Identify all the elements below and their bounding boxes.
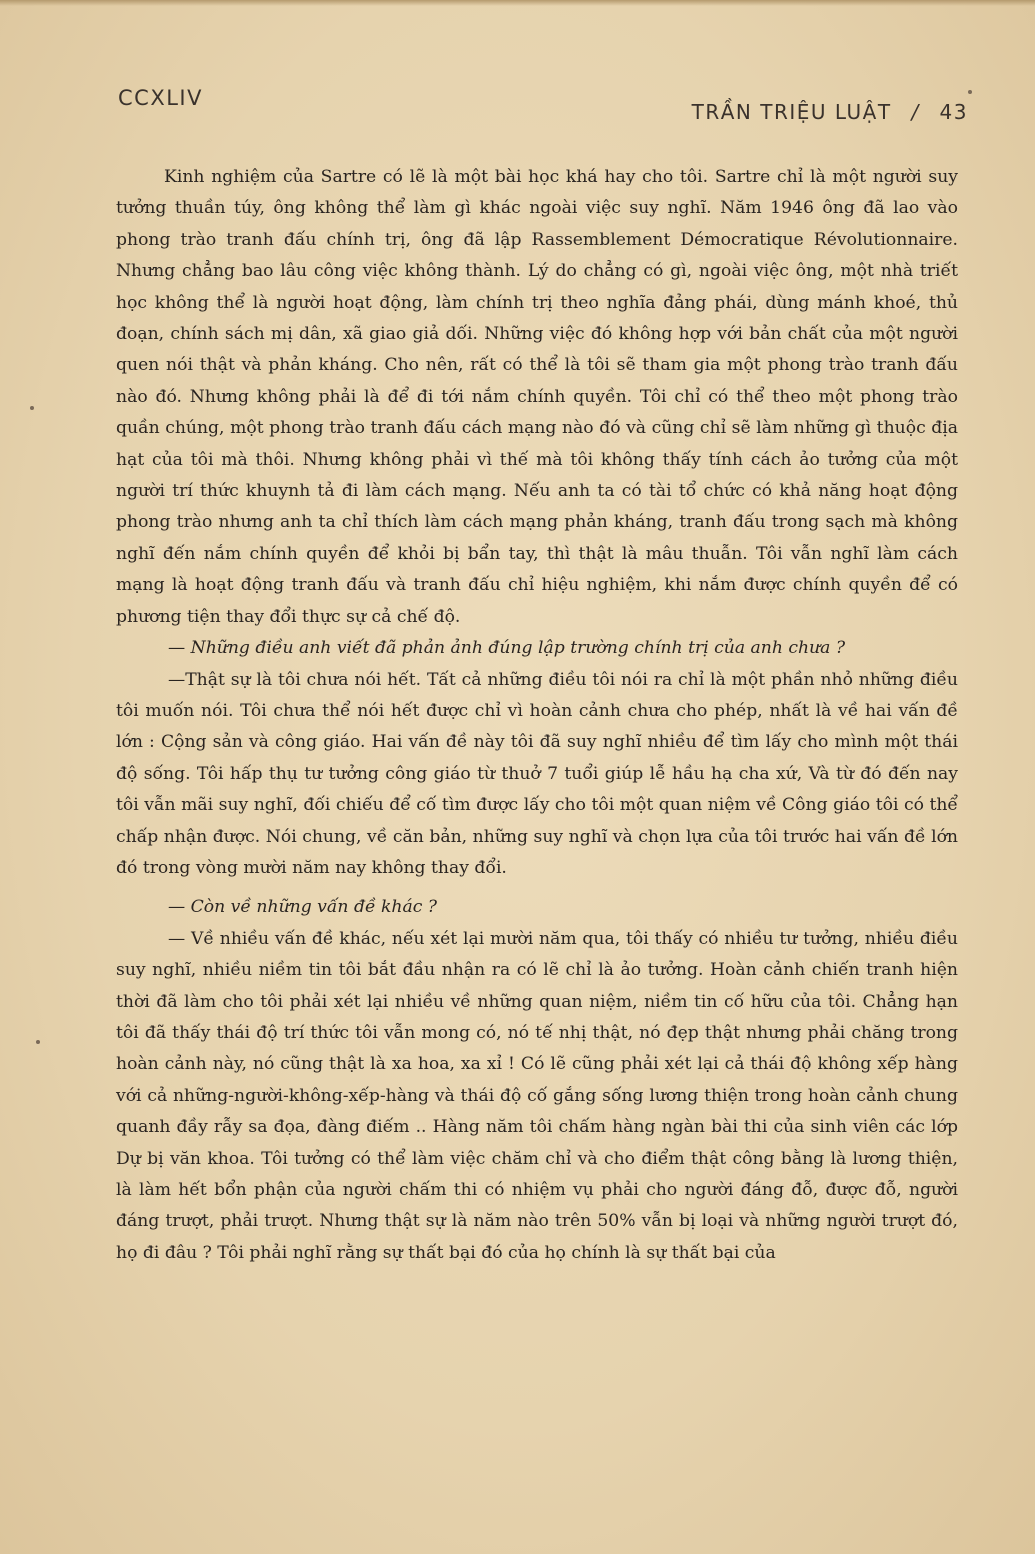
interview-question-1: — Những điều anh viết đã phản ảnh đúng lập trường chính trị của anh chưa ? [168, 638, 846, 659]
print-speck [36, 1040, 40, 1044]
interview-question-2: — Còn về những vấn đề khác ? [168, 897, 438, 918]
interview-answer-2: — Về nhiều vấn đề khác, nếu xét lại mười năm qua, tôi thấy có nhiều tư tưởng, nhiều điều suy nghĩ, nhiều niềm tin tôi bắt đầu nhận ra có lẽ chỉ là ảo tưởng. Hoàn cảnh chiến tranh hiện thời đã làm cho tôi phải xét lại nhiều về những quan niệm, niềm tin cố hữu của tôi. Chẳng hạn tôi đã thấy thái độ trí thức tôi vẫn mong có, nó tế nhị thật, nó đẹp thật nhưng phải chăng trong hoàn cảnh này, nó cũng thật là xa hoa, xa xỉ ! Có lẽ cũng phải xét lại cả thái độ không xếp hàng với cả những-người-không-xếp-hàng và thái độ cố gắng sống lương thiện trong hoàn cảnh chung quanh đầy rẫy sa đọa, đàng điếm .. Hàng năm tôi chấm hàng ngàn bài thi của sinh viên các lớp Dự bị văn khoa. Tôi tưởng có thể làm việc chăm chỉ và cho điểm thật công bằng là lương thiện, là làm hết bổn phận của người chấm thi có nhiệm vụ phải cho người đáng đỗ, được đỗ, người đáng trượt, phải trượt. Nhưng thật sự là năm nào trên 50% vẫn bị loại và những người trượt đó, họ đi đâu ? Tôi phải nghĩ rằng sự thất bại đó của họ chính là sự thất bại của [116, 928, 958, 1263]
paragraph-sartre: Kinh nghiệm của Sartre có lẽ là một bài học khá hay cho tôi. Sartre chỉ là một người suy tưởng thuần túy, ông không thể làm gì khác ngoài việc suy nghĩ. Năm 1946 ông đã lao vào phong trào tranh đấu chính trị, ông đã lập Rassemblement Démocratique Révolutionnaire. Nhưng chẳng bao lâu công việc không thành. Lý do chẳng có gì, ngoài việc ông, một nhà triết học không thể là người hoạt động, làm chính trị theo nghĩa đảng phái, dùng mánh khoé, thủ đoạn, chính sách mị dân, xã giao giả dối. Những việc đó không hợp với bản chất của một người quen nói thật và phản kháng. Cho nên, rất có thể là tôi sẽ tham gia một phong trào tranh đấu nào đó. Nhưng không phải là để đi tới nắm chính quyền. Tôi chỉ có thể theo một phong trào quần chúng, một phong trào tranh đấu cách mạng nào đó và cũng chỉ sẽ làm những gì thuộc địa hạt của tôi mà thôi. Nhưng không phải vì thế mà tôi không thấy tính cách ảo tưởng của một người trí thức khuynh tả đi làm cách mạng. Nếu anh ta có tài tổ chức có khả năng hoạt động phong trào nhưng anh ta chỉ thích làm cách mạng phản kháng, tranh đấu trong sạch mà không nghĩ đến nắm chính quyền để khỏi bị bẩn tay, thì thật là mâu thuẫn. Tôi vẫn nghĩ làm cách mạng là hoạt động tranh đấu và tranh đấu chỉ hiệu nghiệm, khi nắm được chính quyền để có phương tiện thay đổi thực sự cả chế độ. [116, 167, 958, 627]
interview-answer-1: —Thật sự là tôi chưa nói hết. Tất cả những điều tôi nói ra chỉ là một phần nhỏ những điều tôi muốn nói. Tôi chưa thể nói hết được chỉ vì hoàn cảnh chưa cho phép, nhất là về hai vấn đề lớn : Cộng sản và công giáo. Hai vấn đề này tôi đã suy nghĩ nhiều để tìm lấy cho mình một thái độ sống. Tôi hấp thụ tư tưởng công giáo từ thuở 7 tuổi giúp lễ hầu hạ cha xứ, Và từ đó đến nay tôi vẫn mãi suy nghĩ, đối chiếu để cố tìm được lấy cho tôi một quan niệm về Công giáo tôi có thể chấp nhận được. Nói chung, về căn bản, những suy nghĩ và chọn lựa của tôi trước hai vấn đề lớn đó trong vòng mười năm nay không thay đổi. [116, 669, 958, 878]
page-number: 43 [939, 100, 968, 124]
running-head [692, 100, 968, 124]
print-speck [30, 406, 34, 410]
header-separator: / [911, 100, 920, 124]
body-text [116, 162, 958, 1269]
page-header [118, 86, 968, 122]
page-top-edge [0, 0, 1035, 6]
running-title: TRẦN TRIỆU LUẬT [691, 100, 892, 124]
print-speck [968, 90, 972, 94]
folio-number: CCXLIV [118, 86, 203, 110]
